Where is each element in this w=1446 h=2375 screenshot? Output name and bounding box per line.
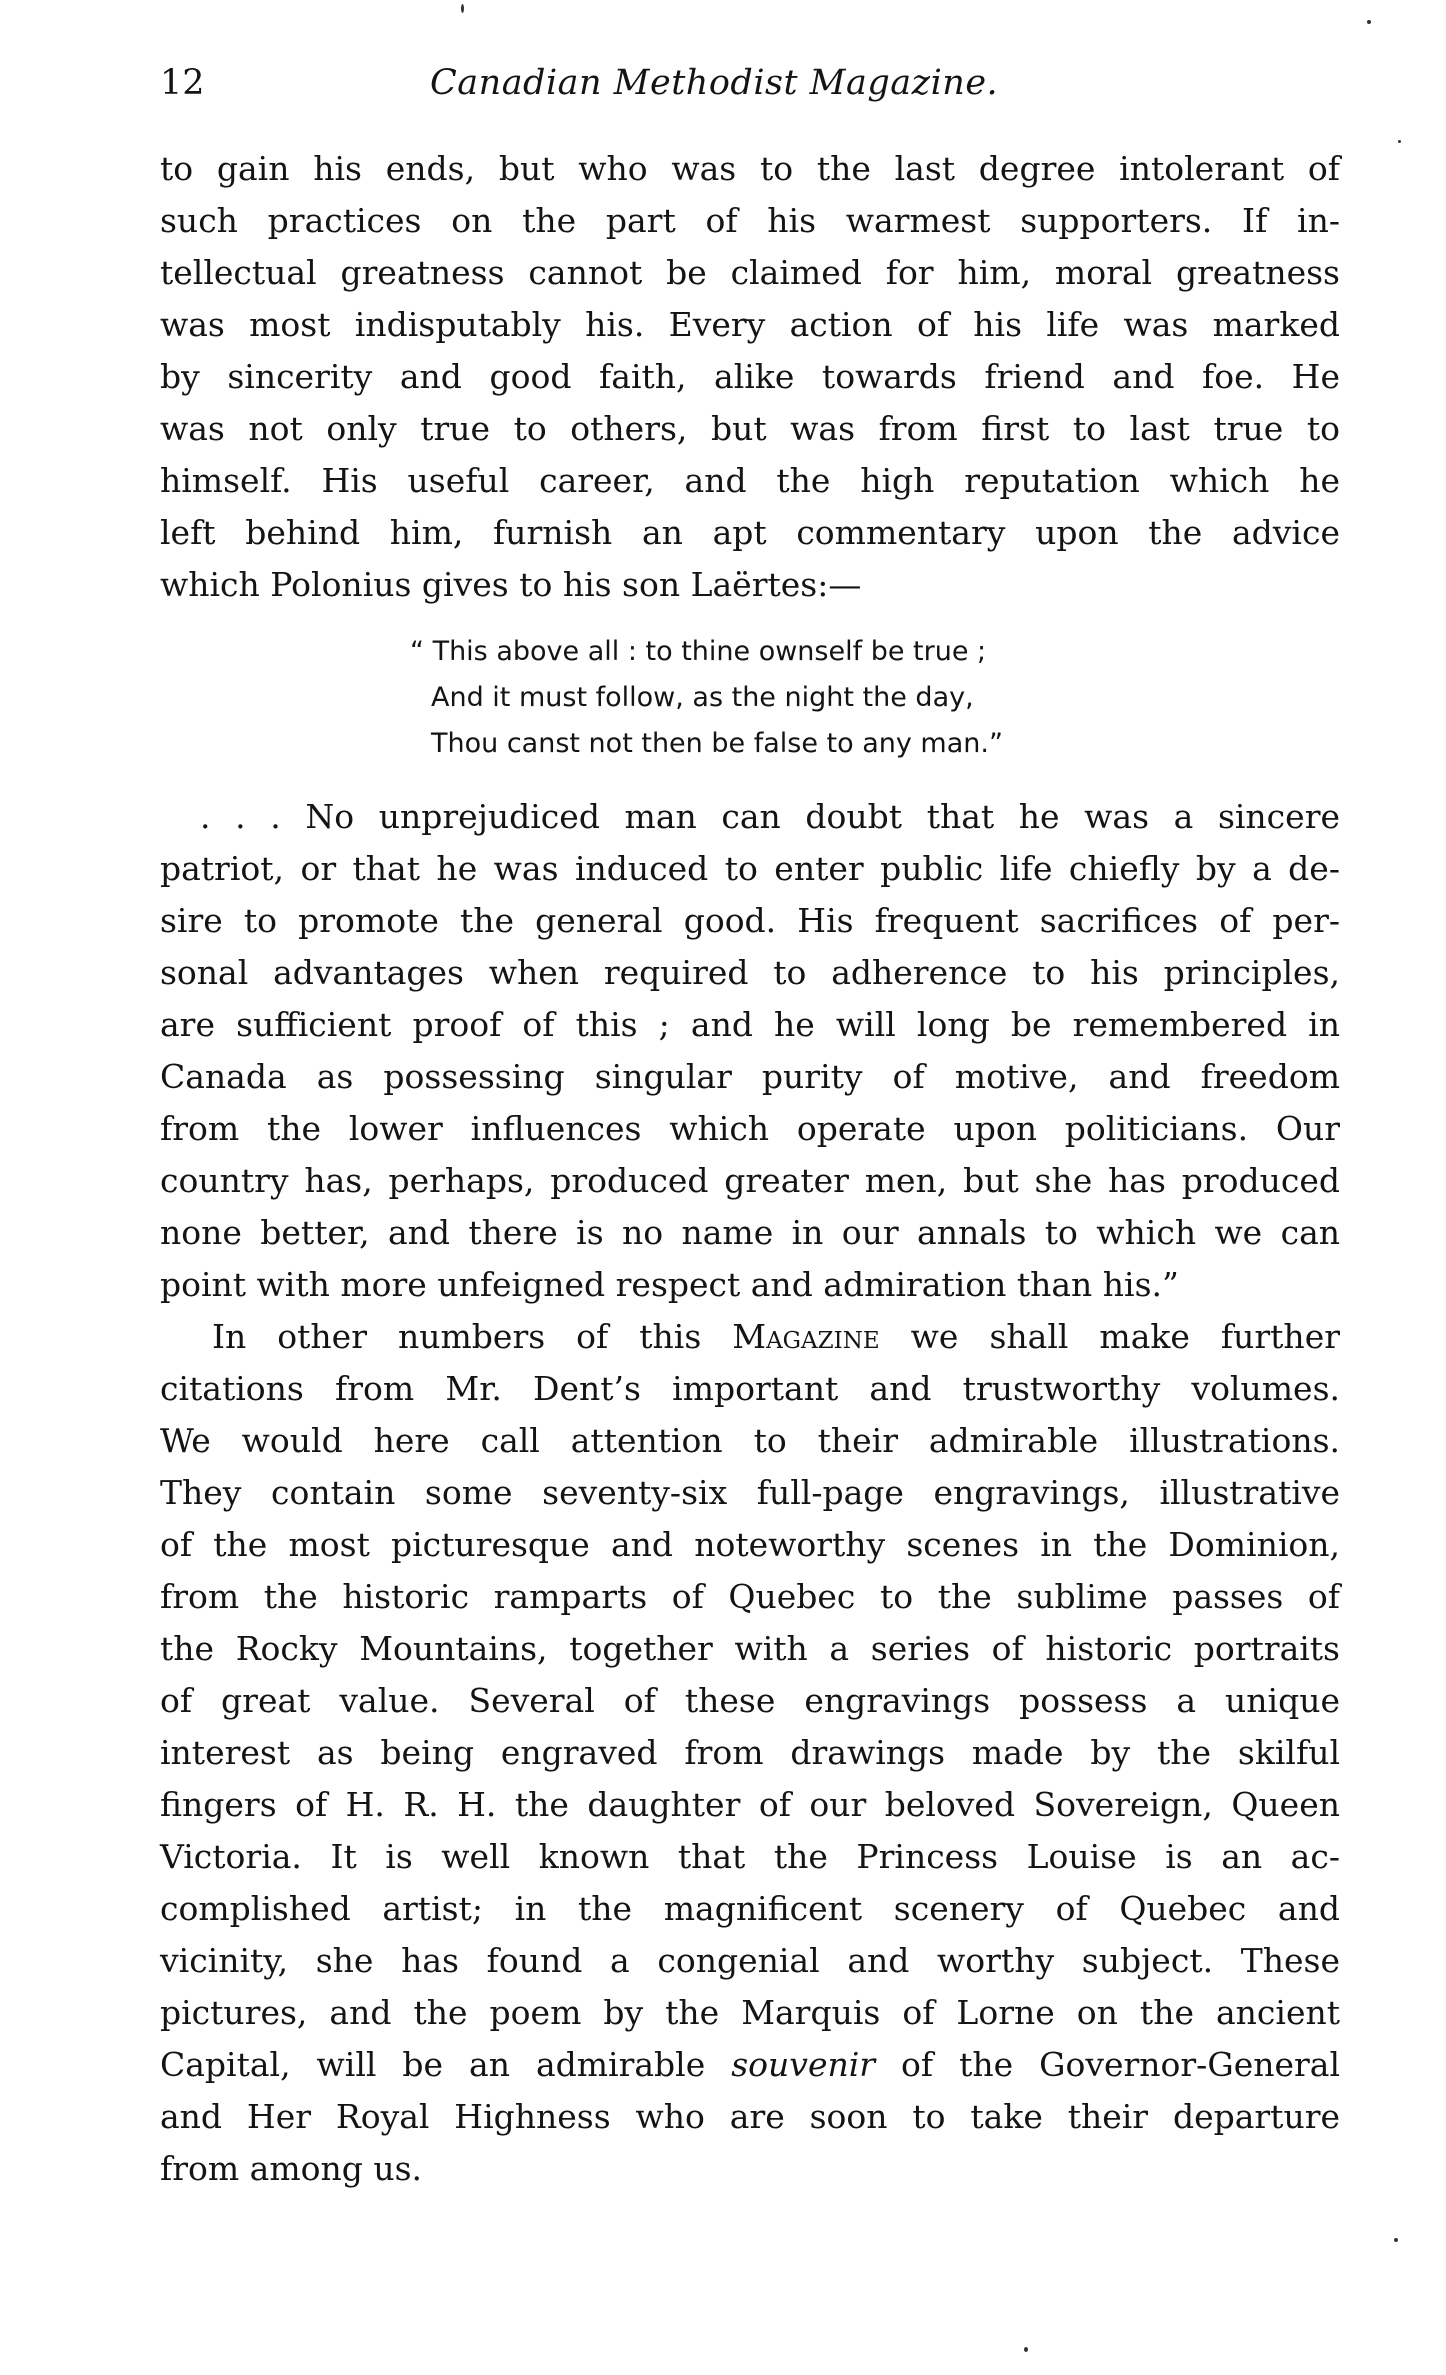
- text-line: They contain some seventy-six full-page engravings, illustrative: [160, 1473, 1340, 1512]
- text-run: In other numbers of this: [212, 1317, 733, 1356]
- text-line: country has, perhaps, produced greater men, but she has produced: [160, 1161, 1340, 1200]
- text-line: . . . No unprejudiced man can doubt that he was a sincere: [200, 797, 1340, 836]
- text-line: citations from Mr. Dent’s important and trustworthy volumes.: [160, 1369, 1340, 1408]
- text-line: such practices on the part of his warmest supporters. If in-: [160, 201, 1340, 240]
- quote-line: And it must follow, as the night the day,: [431, 682, 974, 713]
- scan-speck: [1367, 20, 1371, 24]
- text-line: Canada as possessing singular purity of motive, and freedom: [160, 1057, 1340, 1096]
- text-line: of the most picturesque and noteworthy scenes in the Dominion,: [160, 1525, 1340, 1564]
- text-line: and Her Royal Highness who are soon to take their departure: [160, 2097, 1340, 2136]
- scan-speck: [1398, 140, 1401, 143]
- text-line: point with more unfeigned respect and admiration than his.”: [160, 1265, 1179, 1304]
- quote-line: “ This above all : to thine ownself be true ;: [410, 636, 987, 667]
- text-run: we shall make further: [879, 1317, 1340, 1356]
- quote-line: Thou canst not then be false to any man.”: [431, 728, 1003, 759]
- text-line: complished artist; in the magnificent scenery of Quebec and: [160, 1889, 1340, 1928]
- body-text: [160, 143, 1340, 2195]
- text-line: fingers of H. R. H. the daughter of our beloved Sovereign, Queen: [160, 1785, 1340, 1824]
- paragraph-1: [160, 143, 1340, 611]
- text-line: from the historic ramparts of Quebec to the sublime passes of: [160, 1577, 1340, 1616]
- text-line: pictures, and the poem by the Marquis of Lorne on the ancient: [160, 1993, 1340, 2032]
- text-line: [160, 1311, 1340, 1363]
- text-line: [160, 2039, 1340, 2091]
- scan-speck: [461, 4, 464, 13]
- text-line: left behind him, furnish an apt commentary upon the advice: [160, 513, 1340, 552]
- page-number: 12: [160, 63, 205, 103]
- text-line: vicinity, she has found a congenial and worthy subject. These: [160, 1941, 1340, 1980]
- block-quote: [160, 629, 1340, 767]
- text-line: sonal advantages when required to adherence to his principles,: [160, 953, 1340, 992]
- text-line: Victoria. It is well known that the Princess Louise is an ac-: [160, 1837, 1340, 1876]
- text-line: from among us.: [160, 2149, 423, 2188]
- magazine-name: Magazine: [732, 1317, 880, 1356]
- page-header: [160, 55, 1340, 115]
- text-line: by sincerity and good faith, alike towards friend and foe. He: [160, 357, 1340, 396]
- text-run: Capital, will be an admirable: [160, 2045, 732, 2084]
- text-line: which Polonius gives to his son Laërtes:—: [160, 565, 862, 604]
- text-line: himself. His useful career, and the high reputation which he: [160, 461, 1340, 500]
- text-line: none better, and there is no name in our annals to which we can: [160, 1213, 1340, 1252]
- text-line: tellectual greatness cannot be claimed for him, moral greatness: [160, 253, 1340, 292]
- italic-word: souvenir: [731, 2045, 876, 2084]
- scan-speck: [1394, 2238, 1398, 2242]
- running-title: Canadian Methodist Magazine.: [430, 63, 999, 103]
- text-line: interest as being engraved from drawings made by the skilful: [160, 1733, 1340, 1772]
- paragraph-3: [160, 1311, 1340, 2195]
- text-line: to gain his ends, but who was to the last degree intolerant of: [160, 149, 1340, 188]
- text-line: from the lower influences which operate upon politicians. Our: [160, 1109, 1340, 1148]
- text-run: of the Governor-General: [875, 2045, 1341, 2084]
- document-page: [160, 55, 1340, 2195]
- text-line: sire to promote the general good. His frequent sacrifices of per-: [160, 901, 1340, 940]
- text-line: of great value. Several of these engravings possess a unique: [160, 1681, 1340, 1720]
- text-line: was not only true to others, but was from first to last true to: [160, 409, 1340, 448]
- scan-speck: [1024, 2347, 1028, 2352]
- text-line: are sufficient proof of this ; and he will long be remembered in: [160, 1005, 1340, 1044]
- text-line: patriot, or that he was induced to enter public life chiefly by a de-: [160, 849, 1340, 888]
- paragraph-2: [160, 791, 1340, 1311]
- text-line: was most indisputably his. Every action of his life was marked: [160, 305, 1340, 344]
- text-line: the Rocky Mountains, together with a series of historic portraits: [160, 1629, 1340, 1668]
- text-line: We would here call attention to their admirable illustrations.: [160, 1421, 1340, 1460]
